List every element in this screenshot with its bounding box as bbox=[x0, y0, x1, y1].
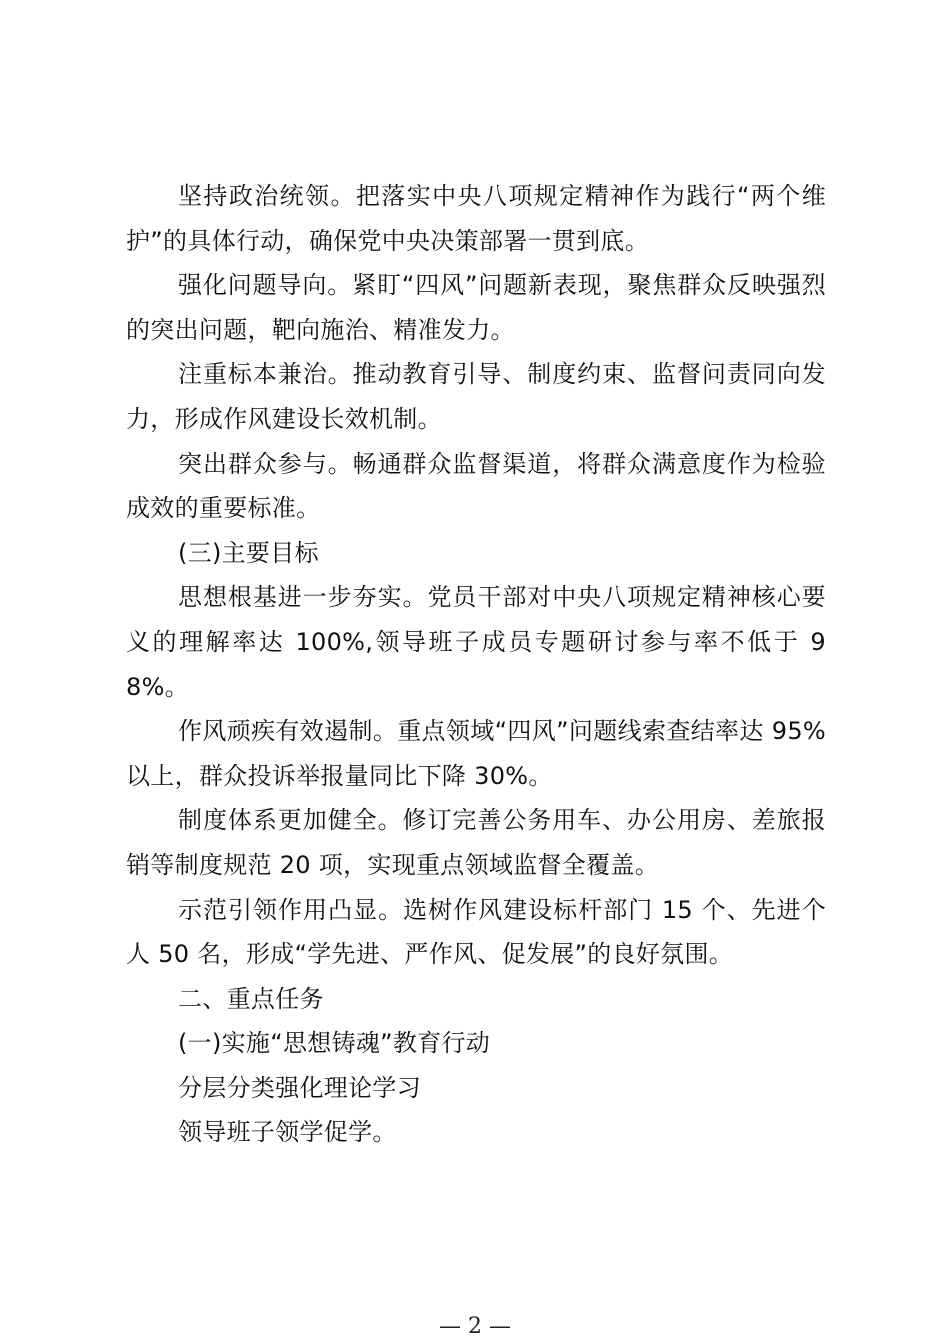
paragraph: 分层分类强化理论学习 bbox=[178, 1073, 421, 1102]
paragraph: 注重标本兼治。推动教育引导、制度约束、监督问责同向发力，形成作风建设长效机制。 bbox=[126, 360, 826, 433]
paragraph: 强化问题导向。紧盯“四风”问题新表现，聚焦群众反映强烈的突出问题，靶向施治、精准发力。 bbox=[126, 271, 826, 344]
paragraph: 作风顽疾有效遏制。重点领域“四风”问题线索查结率达 95%以上，群众投诉举报量同比下降 30%。 bbox=[126, 717, 826, 790]
paragraph: 思想根基进一步夯实。党员干部对中央八项规定精神核心要义的理解率达 100%,领导班子成员专题研讨参与率不低于 98%。 bbox=[126, 583, 826, 701]
section-heading: (三)主要目标 bbox=[178, 538, 319, 567]
paragraph: 突出群众参与。畅通群众监督渠道，将群众满意度作为检验成效的重要标准。 bbox=[126, 449, 826, 523]
subsection-heading: (一)实施“思想铸魂”教育行动 bbox=[178, 1029, 491, 1058]
paragraph: 坚持政治统领。把落实中央八项规定精神作为践行“两个维护”的具体行动，确保党中央决策部署一贯到底。 bbox=[126, 182, 826, 255]
document-body bbox=[126, 174, 826, 1155]
page-number: — 2 — bbox=[439, 1314, 511, 1339]
paragraph: 制度体系更加健全。修订完善公务用车、办公用房、差旅报销等制度规范 20 项，实现重点领域监督全覆盖。 bbox=[126, 806, 826, 879]
paragraph: 领导班子领学促学。 bbox=[178, 1118, 397, 1147]
paragraph: 示范引领作用凸显。选树作风建设标杆部门 15 个、先进个人 50 名，形成“学先进、严作风、促发展”的良好氛围。 bbox=[126, 895, 826, 969]
section-heading: 二、重点任务 bbox=[178, 984, 324, 1013]
